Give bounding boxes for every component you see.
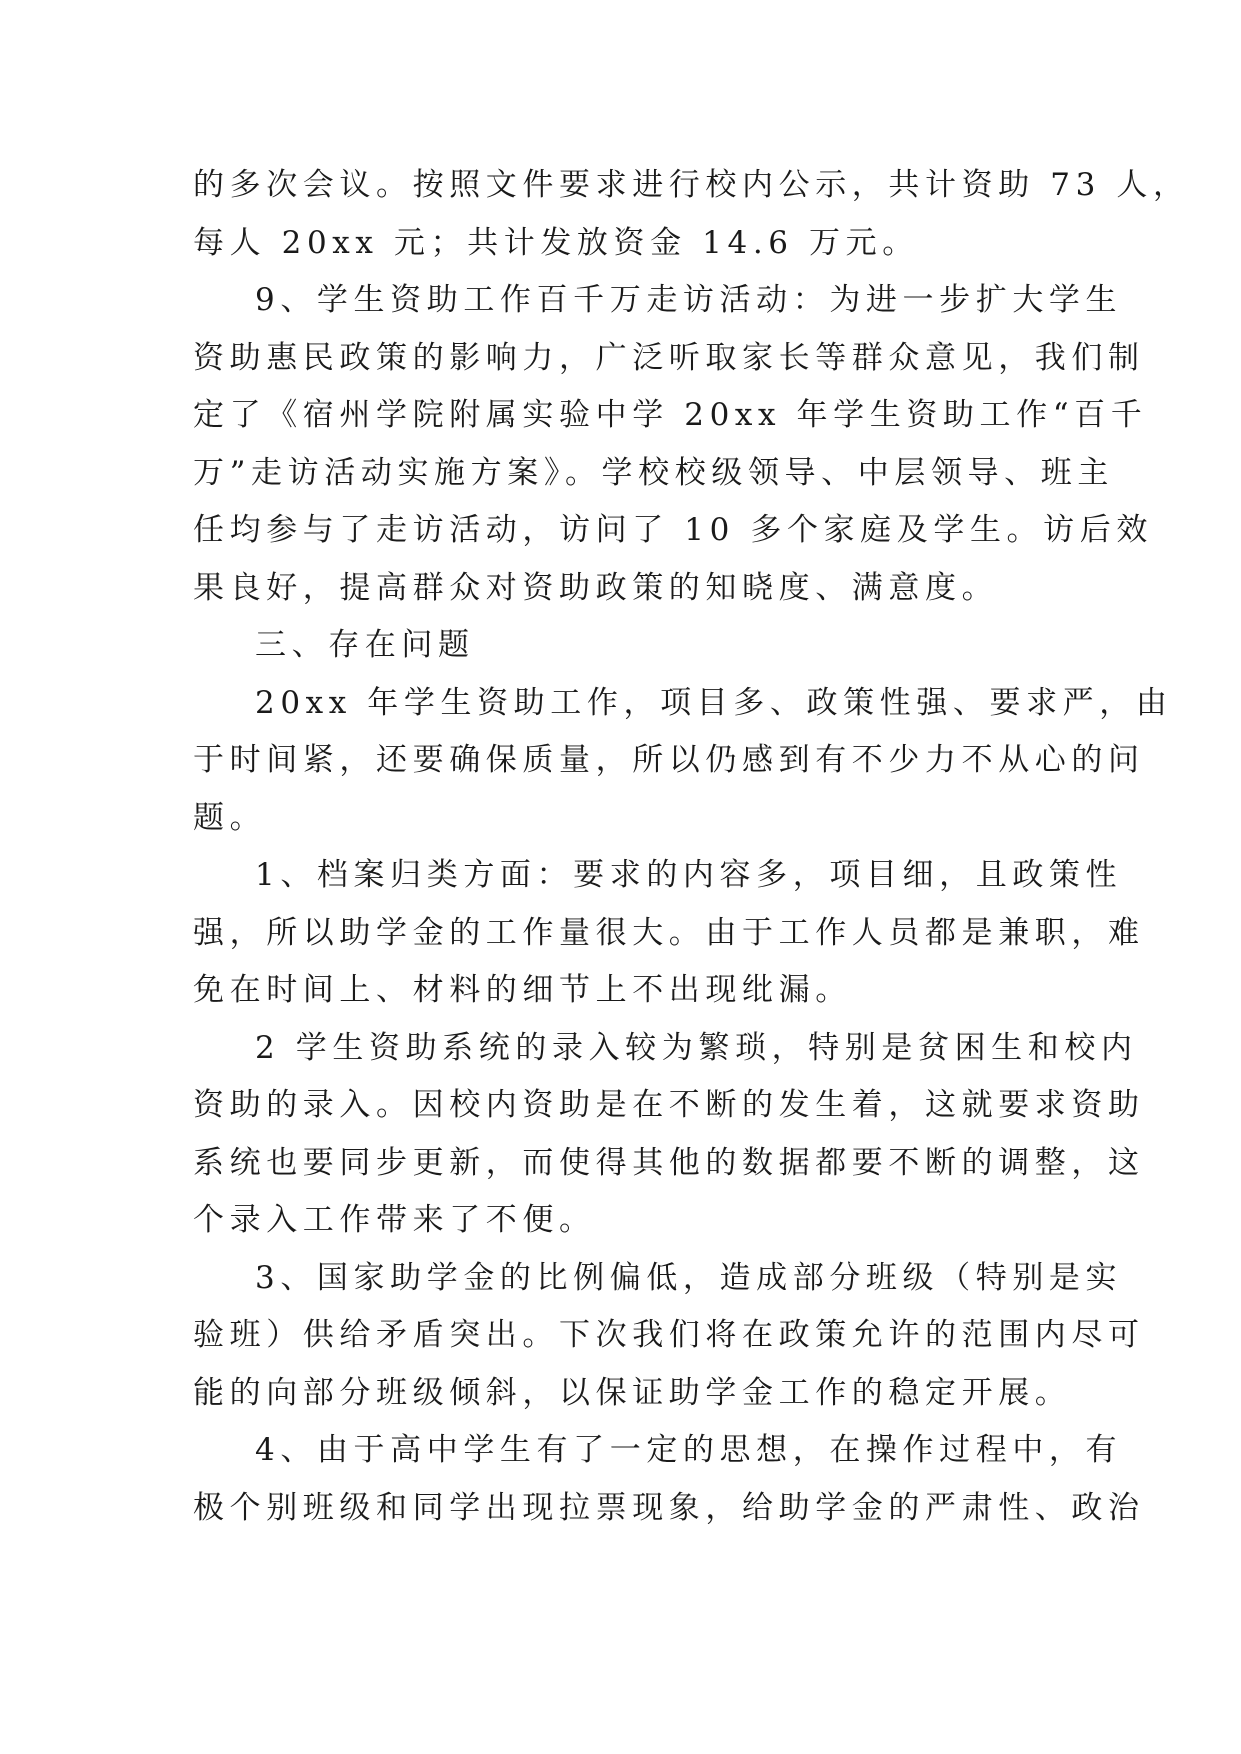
text-line: 强，所以助学金的工作量很大。由于工作人员都是兼职，难 [193, 914, 1145, 951]
text-line: 万”走访活动实施方案》。学校校级领导、中层领导、班主 [193, 454, 1114, 491]
text-line: 免在时间上、材料的细节上不出现纰漏。 [193, 972, 852, 1008]
text-line: 极个别班级和同学出现拉票现象，给助学金的严肃性、政治 [193, 1489, 1145, 1526]
text-line: 于时间紧，还要确保质量，所以仍感到有不少力不从心的问 [193, 742, 1145, 778]
text-line: 果良好，提高群众对资助政策的知晓度、满意度。 [193, 569, 999, 606]
text-line: 个录入工作带来了不便。 [193, 1202, 596, 1238]
text-line: 9、学生资助工作百千万走访活动：为进一步扩大学生 [255, 282, 1123, 318]
text-line: 资助惠民政策的影响力，广泛听取家长等群众意见，我们制 [193, 339, 1145, 376]
text-line: 定了《宿州学院附属实验中学 20xx 年学生资助工作“百千 [193, 397, 1148, 433]
text-line: 验班）供给矛盾突出。下次我们将在政策允许的范围内尽可 [193, 1317, 1145, 1353]
text-line: 每人 20xx 元；共计发放资金 14.6 万元。 [193, 224, 919, 261]
text-line: 3、国家助学金的比例偏低，造成部分班级（特别是实 [255, 1259, 1123, 1296]
text-line: 2 学生资助系统的录入较为繁琐，特别是贫困生和校内 [255, 1029, 1138, 1066]
text-line: 资助的录入。因校内资助是在不断的发生着，这就要求资助 [193, 1087, 1145, 1123]
text-line: 题。 [193, 799, 267, 836]
text-line: 任均参与了走访活动，访问了 10 多个家庭及学生。访后效 [193, 512, 1153, 548]
text-line: 4、由于高中学生有了一定的思想，在操作过程中，有 [255, 1432, 1123, 1468]
document-body [193, 157, 1190, 1537]
text-line: 三、存在问题 [255, 627, 475, 663]
text-line: 能的向部分班级倾斜，以保证助学金工作的稳定开展。 [193, 1374, 1072, 1411]
text-line: 1、档案归类方面：要求的内容多，项目细，且政策性 [255, 857, 1123, 893]
text-line: 20xx 年学生资助工作，项目多、政策性强、要求严，由 [255, 684, 1173, 721]
text-line: 的多次会议。按照文件要求进行校内公示，共计资助 73 人， [193, 167, 1190, 203]
text-line: 系统也要同步更新，而使得其他的数据都要不断的调整，这 [193, 1144, 1145, 1181]
